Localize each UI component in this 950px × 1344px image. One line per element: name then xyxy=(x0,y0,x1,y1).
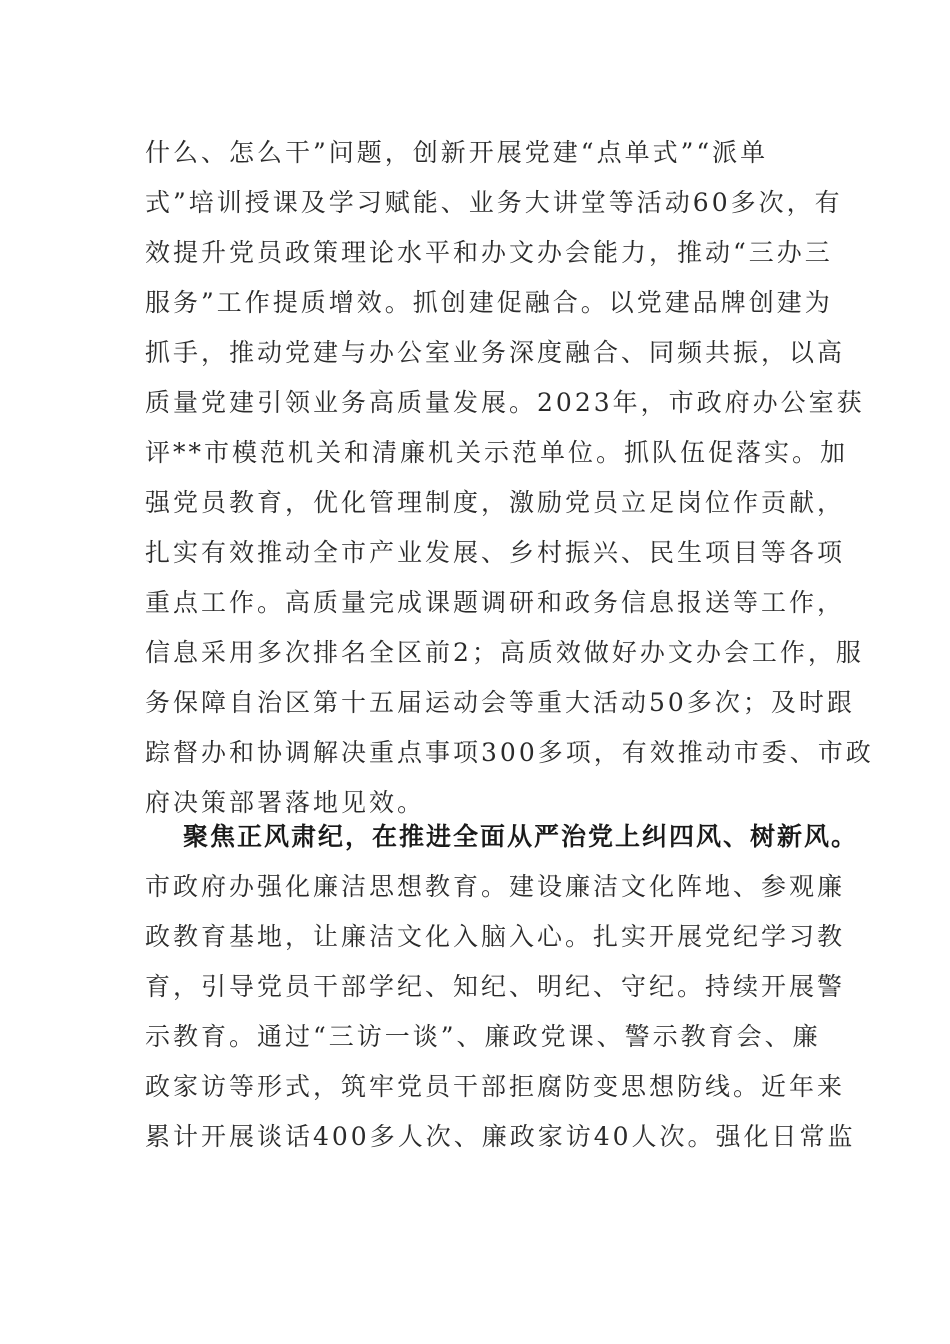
text-line: 效提升党员政策理论水平和办文办会能力，推动“三办三 xyxy=(145,238,833,267)
section-heading: 聚焦正风肃纪，在推进全面从严治党上纠四风、树新风。 xyxy=(183,822,859,851)
text-line: 扎实有效推动全市产业发展、乡村振兴、民生项目等各项 xyxy=(145,538,846,567)
text-line: 踪督办和协调解决重点事项300多项，有效推动市委、市政 xyxy=(145,738,874,767)
text-line: 强党员教育，优化管理制度，激励党员立足岗位作贡献， xyxy=(145,488,846,517)
paragraph-party-building xyxy=(145,128,874,828)
text-line: 抓手，推动党建与办公室业务深度融合、同频共振，以高 xyxy=(145,338,846,367)
text-line: 务保障自治区第十五届运动会等重大活动50多次；及时跟 xyxy=(145,688,855,717)
text-line: 育，引导党员干部学纪、知纪、明纪、守纪。持续开展警 xyxy=(145,972,846,1001)
text-line: 府决策部署落地见效。 xyxy=(145,788,426,817)
paragraph-discipline xyxy=(145,812,859,1162)
text-line: 市政府办强化廉洁思想教育。建设廉洁文化阵地、参观廉 xyxy=(145,872,846,901)
text-line: 什么、怎么干”问题，创新开展党建“点单式”“派单 xyxy=(145,138,769,167)
text-line: 服务”工作提质增效。抓创建促融合。以党建品牌创建为 xyxy=(145,288,833,317)
text-line: 评**市模范机关和清廉机关示范单位。抓队伍促落实。加 xyxy=(145,438,849,467)
text-line: 示教育。通过“三访一谈”、廉政党课、警示教育会、廉 xyxy=(145,1022,821,1051)
text-line: 式”培训授课及学习赋能、业务大讲堂等活动60多次，有 xyxy=(145,188,843,217)
text-line: 政家访等形式，筑牢党员干部拒腐防变思想防线。近年来 xyxy=(145,1072,846,1101)
text-line: 累计开展谈话400多人次、廉政家访40人次。强化日常监 xyxy=(145,1122,856,1151)
text-line: 质量党建引领业务高质量发展。2023年，市政府办公室获 xyxy=(145,388,865,417)
text-line: 政教育基地，让廉洁文化入脑入心。扎实开展党纪学习教 xyxy=(145,922,846,951)
text-line: 重点工作。高质量完成课题调研和政务信息报送等工作， xyxy=(145,588,846,617)
text-line: 信息采用多次排名全区前2；高质效做好办文办会工作，服 xyxy=(145,638,864,667)
